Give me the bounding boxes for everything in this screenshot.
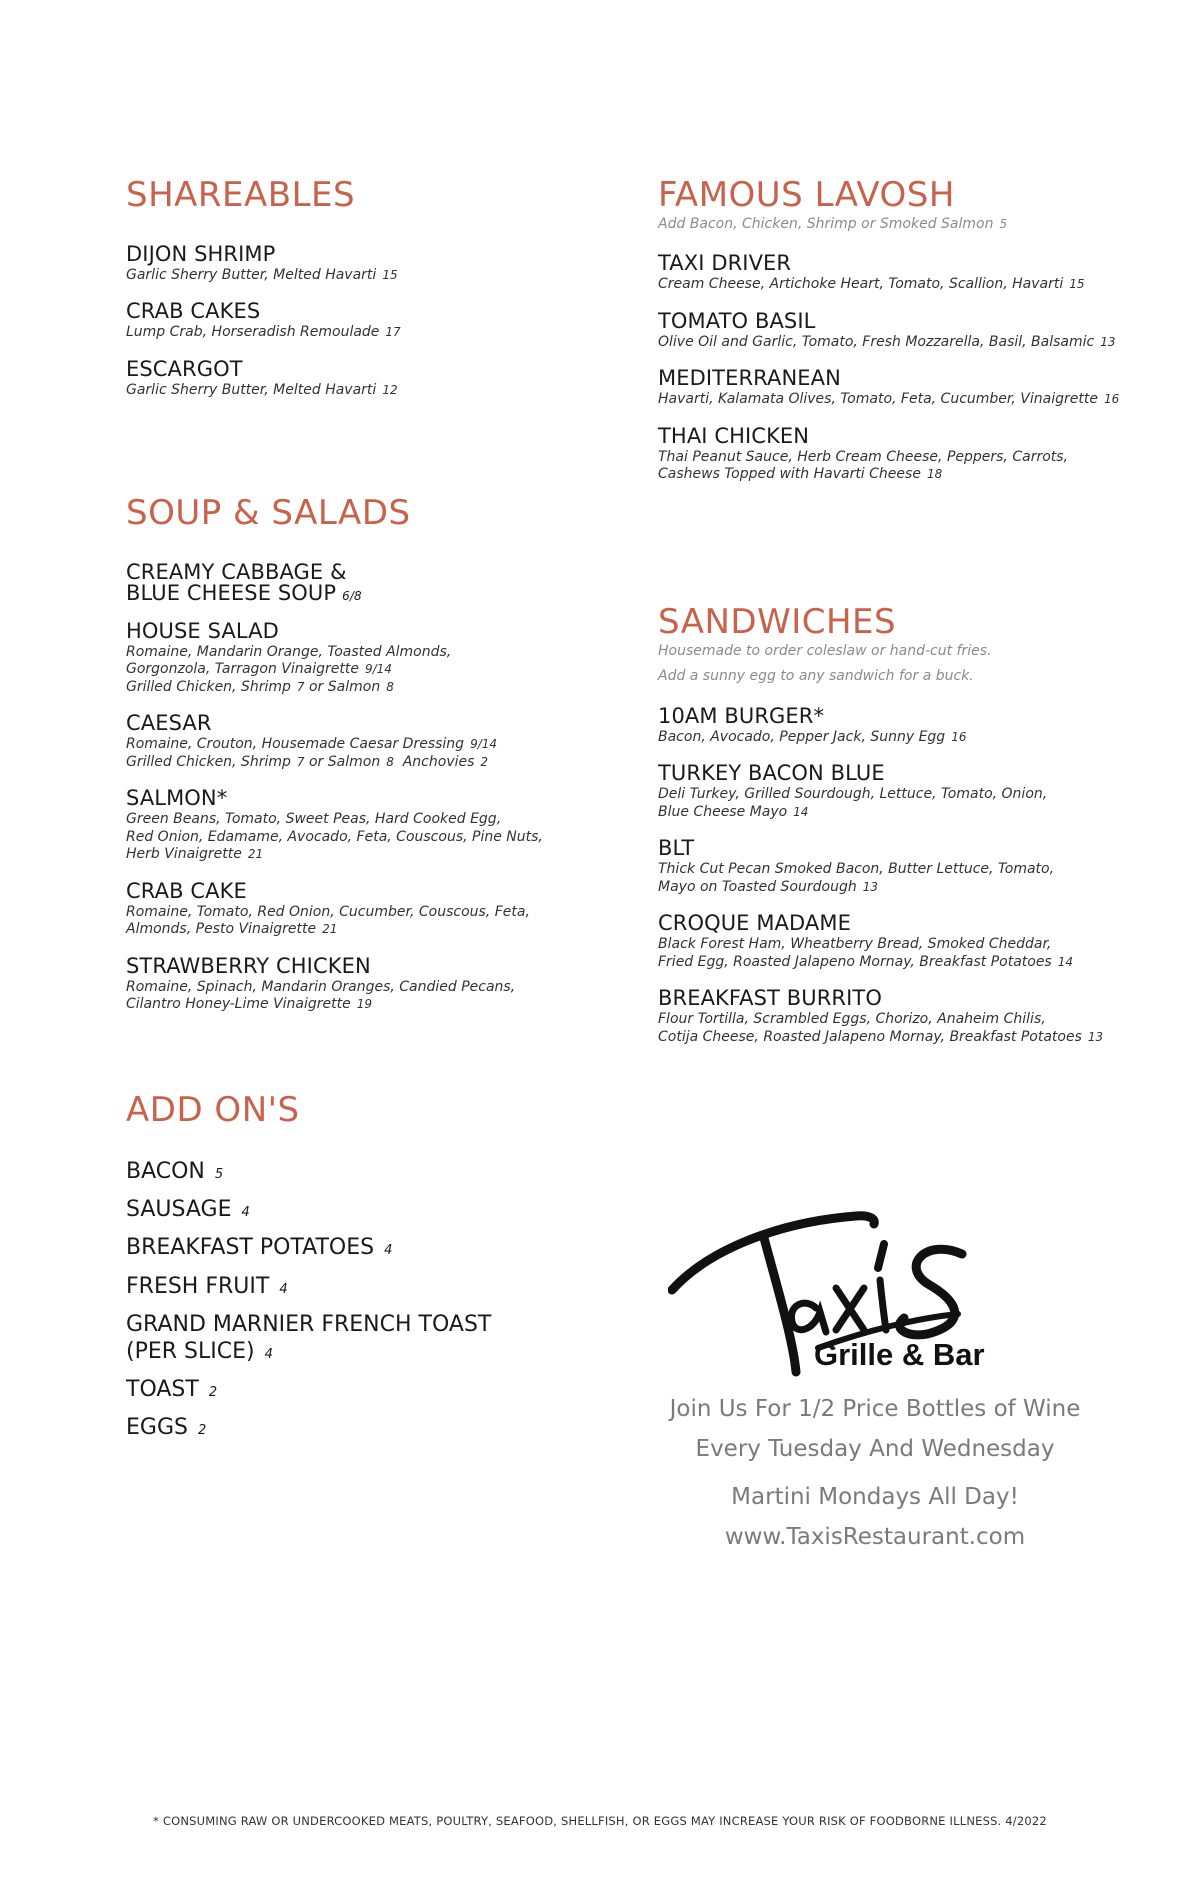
menu-item bbox=[658, 308, 1158, 352]
item-desc: Green Beans, Tomato, Sweet Peas, Hard Cooked Egg, Red Onion, Edamame, Avocado, Feta, Couscous, Pine Nuts, Herb Vinaigrette 21 bbox=[126, 811, 543, 863]
item-name: CRAB CAKES bbox=[126, 299, 261, 324]
item-name: BREAKFAST BURRITO bbox=[658, 986, 882, 1011]
logo-subtitle: Grille & Bar bbox=[814, 1337, 985, 1372]
item-name: BLT bbox=[658, 836, 695, 861]
section-title-shareables: SHAREABLES bbox=[126, 175, 356, 215]
addon-item: BACON 5 bbox=[126, 1158, 224, 1184]
item-name: STRAWBERRY CHICKEN bbox=[126, 953, 371, 978]
item-price: 4 bbox=[241, 1204, 250, 1220]
item-price: 14 bbox=[793, 804, 809, 819]
item-price: 16 bbox=[1103, 392, 1120, 407]
addon-item: FRESH FRUIT 4 bbox=[126, 1273, 288, 1299]
item-name: TOMATO BASIL bbox=[658, 308, 816, 333]
item-price: 14 bbox=[1057, 954, 1074, 969]
item-price: 21 bbox=[247, 847, 264, 862]
item-price: 2 bbox=[197, 1423, 207, 1439]
section-title-addons: ADD ON'S bbox=[126, 1089, 300, 1130]
item-name: ESCARGOT bbox=[126, 356, 243, 381]
section-title-soups: SOUP & SALADS bbox=[126, 493, 411, 534]
item-desc: Romaine, Spinach, Mandarin Oranges, Candied Pecans, Cilantro Honey-Lime Vinaigrette 19 bbox=[126, 978, 516, 1013]
menu-item bbox=[658, 913, 1158, 971]
addon-item: GRAND MARNIER FRENCH TOAST (PER SLICE) 4 bbox=[126, 1312, 492, 1364]
item-price: 15 bbox=[382, 267, 398, 282]
item-desc: Deli Turkey, Grilled Sourdough, Lettuce, Tomato, Onion, Blue Cheese Mayo 14 bbox=[658, 786, 1048, 820]
item-name: TURKEY BACON BLUE bbox=[658, 761, 885, 786]
section-title-lavosh: FAMOUS LAVOSH bbox=[658, 175, 955, 215]
item-price: 16 bbox=[951, 729, 967, 744]
item-name: SALMON* bbox=[126, 786, 228, 811]
item-name: CRAB CAKE bbox=[126, 878, 247, 903]
website-link[interactable]: www.TaxisRestaurant.com bbox=[724, 1524, 1026, 1550]
item-price: 9/14 bbox=[364, 662, 392, 677]
item-desc: Black Forest Ham, Wheatberry Bread, Smoked Cheddar, Fried Egg, Roasted Jalapeno Mornay, Breakfast Potatoes 14 bbox=[658, 936, 1074, 970]
item-desc: Romaine, Tomato, Red Onion, Cucumber, Couscous, Feta, Almonds, Pesto Vinaigrette 21 bbox=[126, 903, 530, 938]
item-price: 9/14 bbox=[470, 737, 498, 752]
menu-item bbox=[126, 788, 596, 864]
menu-item bbox=[126, 301, 596, 342]
item-desc: Havarti, Kalamata Olives, Tomato, Feta, Cucumber, Vinaigrette 16 bbox=[658, 391, 1120, 408]
item-name: DIJON SHRIMP bbox=[126, 241, 276, 266]
item-desc: Romaine, Crouton, Housemade Caesar Dressing 9/14 Grilled Chicken, Shrimp 7 or Salmon 8 Anchovies 2 bbox=[126, 736, 498, 770]
item-price: 21 bbox=[322, 922, 338, 937]
item-desc: Bacon, Avocado, Pepper Jack, Sunny Egg 16 bbox=[658, 728, 967, 745]
menu-item bbox=[658, 763, 1158, 821]
section-title-sandwiches: SANDWICHES bbox=[658, 601, 897, 642]
addon-item: TOAST 2 bbox=[126, 1376, 218, 1402]
item-price: 13 bbox=[862, 879, 878, 894]
item-price: 19 bbox=[356, 997, 373, 1012]
promo-line-3: Martini Mondays All Day! bbox=[731, 1484, 1019, 1510]
item-price: 2 bbox=[208, 1384, 218, 1400]
item-desc: Thick Cut Pecan Smoked Bacon, Butter Lettuce, Tomato, Mayo on Toasted Sourdough 13 bbox=[658, 861, 1055, 895]
menu-item bbox=[658, 368, 1158, 409]
menu-item bbox=[658, 253, 1158, 294]
item-price: 13 bbox=[1087, 1029, 1104, 1044]
item-price: 4 bbox=[264, 1346, 273, 1362]
menu-item bbox=[126, 356, 596, 400]
menu-item bbox=[658, 703, 1158, 747]
menu-item bbox=[126, 953, 596, 1014]
item-name: MEDITERRANEAN bbox=[658, 366, 841, 391]
restaurant-logo bbox=[668, 1180, 1088, 1390]
section-subtitle: Add Bacon, Chicken, Shrimp or Smoked Salmon 5 bbox=[658, 215, 1008, 232]
item-name: CROQUE MADAME bbox=[658, 911, 851, 936]
promo-block bbox=[640, 1396, 1110, 1550]
item-price: 13 bbox=[1100, 334, 1116, 349]
item-desc: Garlic Sherry Butter, Melted Havarti 12 bbox=[126, 381, 398, 398]
menu-item bbox=[658, 988, 1158, 1046]
item-price: 18 bbox=[926, 467, 943, 482]
addon-item: SAUSAGE 4 bbox=[126, 1196, 250, 1222]
item-desc: Romaine, Mandarin Orange, Toasted Almonds, Gorgonzola, Tarragon Vinaigrette 9/14 Grilled Chicken, Shrimp 7 or Salmon 8 bbox=[126, 643, 452, 695]
item-desc: Olive Oil and Garlic, Tomato, Fresh Mozzarella, Basil, Balsamic 13 bbox=[658, 333, 1116, 350]
item-price: 4 bbox=[384, 1243, 393, 1259]
left-column bbox=[126, 175, 596, 1454]
footer-disclaimer: * CONSUMING RAW OR UNDERCOOKED MEATS, POULTRY, SEAFOOD, SHELLFISH, OR EGGS MAY INCREASE YOUR RISK OF FOODBORNE ILLNESS. 4/2022 bbox=[153, 1814, 1047, 1828]
logo-script-icon bbox=[668, 1180, 1088, 1390]
item-desc: Cream Cheese, Artichoke Heart, Tomato, Scallion, Havarti 15 bbox=[658, 276, 1085, 293]
item-price: 4 bbox=[279, 1281, 288, 1297]
item-desc: Thai Peanut Sauce, Herb Cream Cheese, Peppers, Carrots, Cashews Topped with Havarti Cheese 18 bbox=[658, 448, 1068, 483]
right-column bbox=[658, 175, 1158, 1063]
item-name: CAESAR bbox=[126, 711, 212, 736]
menu-item bbox=[126, 713, 596, 771]
item-name: TAXI DRIVER bbox=[658, 251, 792, 276]
menu-item bbox=[126, 618, 596, 697]
menu-item bbox=[126, 559, 596, 605]
item-name: CREAMY CABBAGE & bbox=[126, 559, 347, 584]
item-desc: Lump Crab, Horseradish Remoulade 17 bbox=[126, 324, 401, 341]
item-price: 12 bbox=[382, 382, 398, 397]
item-name: HOUSE SALAD bbox=[126, 618, 279, 643]
item-price: 17 bbox=[385, 325, 401, 340]
menu-item bbox=[658, 423, 1158, 484]
item-price: 15 bbox=[1069, 277, 1085, 292]
item-name: THAI CHICKEN bbox=[658, 423, 810, 448]
item-desc: Flour Tortilla, Scrambled Eggs, Chorizo, Anaheim Chilis, Cotija Cheese, Roasted Jalapeno Mornay, Breakfast Potatoes 13 bbox=[658, 1011, 1104, 1045]
menu-item bbox=[658, 838, 1158, 896]
promo-line-1: Join Us For 1/2 Price Bottles of Wine bbox=[669, 1396, 1081, 1422]
item-desc: Garlic Sherry Butter, Melted Havarti 15 bbox=[126, 266, 398, 283]
item-price: 6/8 bbox=[342, 588, 362, 603]
addon-item: BREAKFAST POTATOES 4 bbox=[126, 1235, 393, 1261]
menu-item bbox=[126, 878, 596, 939]
section-subtitle-2: Add a sunny egg to any sandwich for a buck. bbox=[658, 668, 974, 685]
addon-item: EGGS 2 bbox=[126, 1415, 207, 1441]
section-subtitle: Housemade to order coleslaw or hand-cut fries. bbox=[658, 642, 992, 659]
promo-line-2: Every Tuesday And Wednesday bbox=[695, 1436, 1055, 1462]
item-name-line2: BLUE CHEESE SOUP 6/8 bbox=[126, 580, 362, 605]
item-name: 10AM BURGER* bbox=[658, 703, 825, 728]
menu-item bbox=[126, 241, 596, 285]
item-price: 5 bbox=[214, 1166, 224, 1182]
